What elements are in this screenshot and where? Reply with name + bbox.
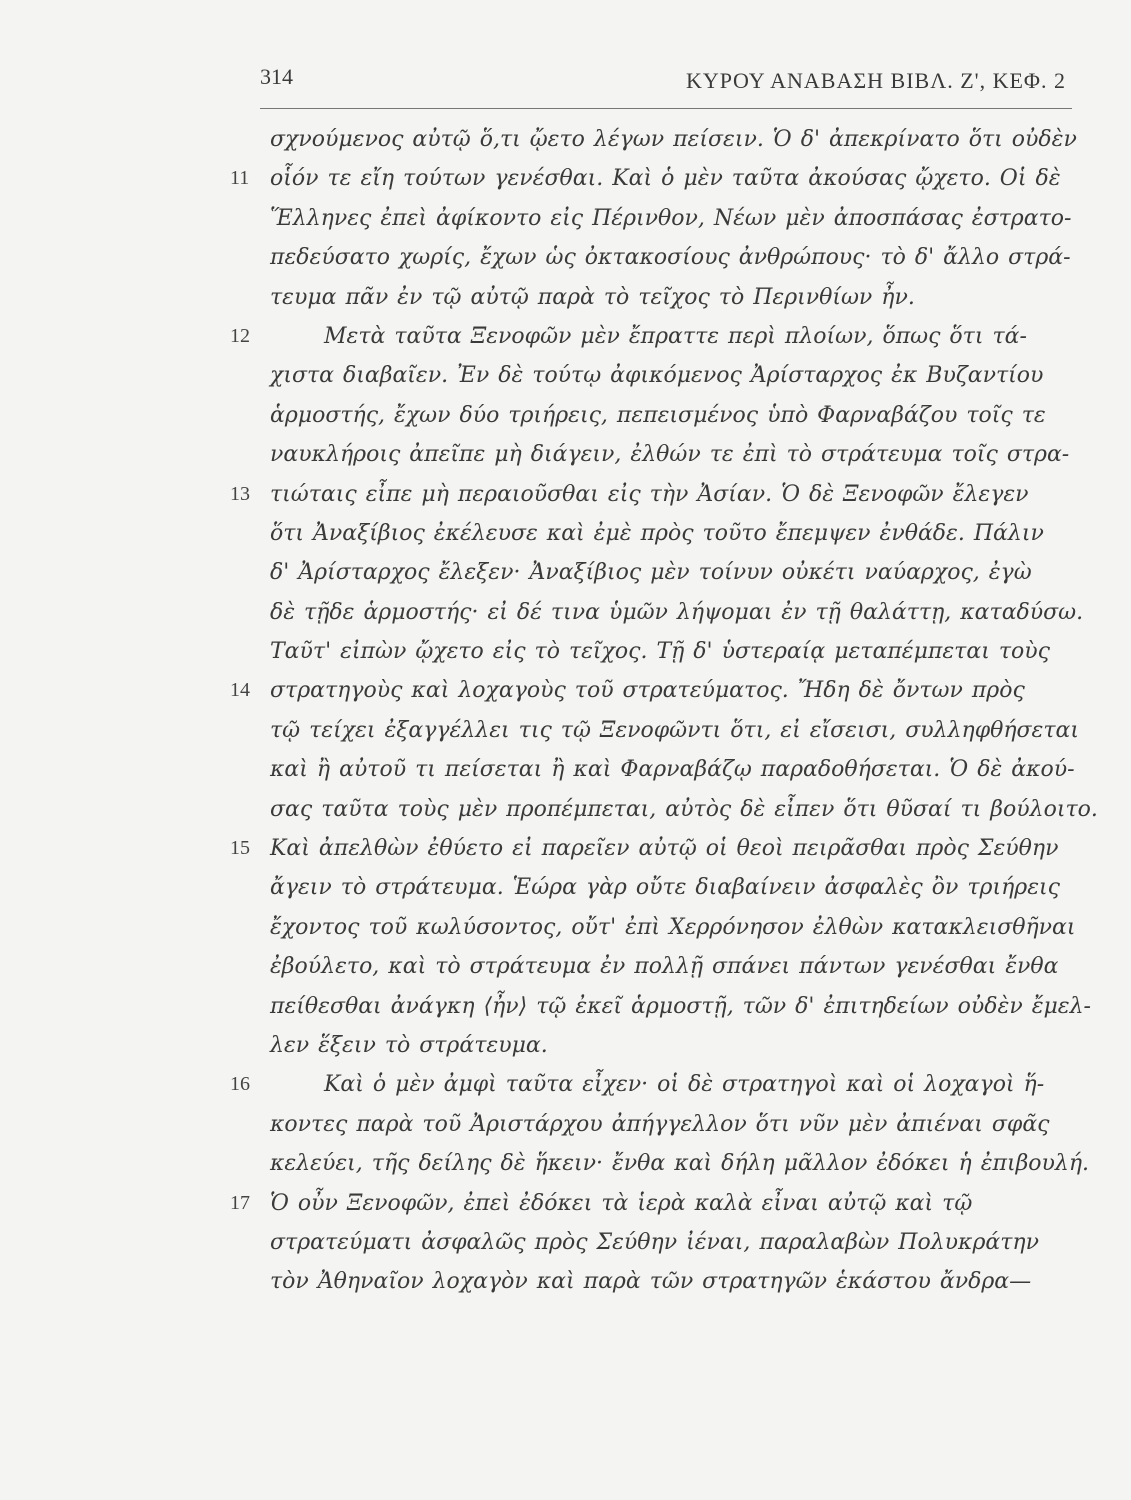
page-header — [260, 58, 1072, 109]
text-line — [230, 947, 1090, 986]
line-text: ἄγειν τὸ στράτευμα. Ἑώρα γὰρ οὔτε διαβαίνειν ἀσφαλὲς ὂν τριήρεις — [270, 875, 1060, 901]
section-number: 16 — [230, 1073, 250, 1096]
body-text — [230, 120, 1098, 1302]
text-line — [230, 671, 1090, 710]
text-line — [230, 829, 1090, 868]
line-text: κελεύει, τῆς δείλης δὲ ἥκειν· ἔνθα καὶ δήλη μᾶλλον ἐδόκει ἡ ἐπιβουλή. — [270, 1151, 1090, 1177]
line-text: πεδεύσατο χωρίς, ἔχων ὡς ὀκτακοσίους ἀνθρώπους· τὸ δ' ἄλλο στρά- — [270, 245, 1071, 271]
line-text: πείθεσθαι ἀνάγκη ⟨ἦν⟩ τῷ ἐκεῖ ἁρμοστῇ, τῶν δ' ἐπιτηδείων οὐδὲν ἔμελ- — [270, 993, 1091, 1019]
text-line — [230, 593, 1090, 632]
text-line — [230, 632, 1090, 671]
text-line — [230, 553, 1090, 592]
line-text: τῷ τείχει ἐξαγγέλλει τις τῷ Ξενοφῶντι ὅτι, εἰ εἴσεισι, συλληφθήσεται — [270, 717, 1080, 743]
text-line — [230, 1026, 1090, 1065]
line-text: Ὁ οὖν Ξενοφῶν, ἐπεὶ ἐδόκει τὰ ἱερὰ καλὰ εἶναι αὐτῷ καὶ τῷ — [270, 1190, 973, 1216]
line-text: κοντες παρὰ τοῦ Ἀριστάρχου ἀπήγγελλον ὅτι νῦν μὲν ἀπιέναι σφᾶς — [270, 1111, 1050, 1137]
line-text: Καὶ ἀπελθὼν ἐθύετο εἰ παρεῖεν αὐτῷ οἱ θεοὶ πειρᾶσθαι πρὸς Σεύθην — [270, 836, 1059, 862]
line-text: δὲ τῇδε ἁρμοστής· εἰ δέ τινα ὑμῶν λήψομαι ἐν τῇ θαλάττῃ, καταδύσω. — [270, 599, 1084, 625]
text-line — [230, 868, 1090, 907]
text-line — [230, 475, 1090, 514]
text-line — [230, 317, 1090, 356]
text-line — [230, 1223, 1090, 1262]
text-line — [230, 711, 1090, 750]
line-text: σας ταῦτα τοὺς μὲν προπέμπεται, αὐτὸς δὲ εἶπεν ὅτι θῦσαί τι βούλοιτο. — [270, 796, 1098, 822]
text-line — [230, 1105, 1090, 1144]
text-line — [230, 514, 1090, 553]
line-text: καὶ ἢ αὐτοῦ τι πείσεται ἢ καὶ Φαρναβάζῳ παραδοθήσεται. Ὁ δὲ ἀκού- — [270, 757, 1075, 783]
text-line — [230, 159, 1090, 198]
text-line — [230, 199, 1090, 238]
section-number: 15 — [230, 837, 250, 860]
line-text: στρατεύματι ἀσφαλῶς πρὸς Σεύθην ἰέναι, παραλαβὼν Πολυκράτην — [270, 1229, 1039, 1255]
text-line — [230, 120, 1090, 159]
line-text: οἷόν τε εἴη τούτων γενέσθαι. Καὶ ὁ μὲν ταῦτα ἀκούσας ᾤχετο. Οἱ δὲ — [270, 166, 1061, 192]
text-line — [230, 1262, 1090, 1301]
text-line — [230, 790, 1098, 829]
text-line — [230, 1184, 1090, 1223]
section-number: 14 — [230, 679, 250, 702]
text-line — [230, 356, 1090, 395]
text-line — [230, 987, 1090, 1026]
section-number: 17 — [230, 1191, 250, 1214]
running-head: ΚΥΡΟΥ ΑΝΑΒΑΣΗ ΒΙΒΛ. Ζ', ΚΕΦ. 2 — [685, 68, 1066, 93]
line-text: τευμα πᾶν ἐν τῷ αὐτῷ παρὰ τὸ τεῖχος τὸ Περινθίων ἦν. — [270, 284, 915, 310]
text-line — [230, 396, 1090, 435]
section-number: 13 — [230, 482, 250, 505]
line-text: τιώταις εἶπε μὴ περαιοῦσθαι εἰς τὴν Ἀσίαν. Ὁ δὲ Ξενοφῶν ἔλεγεν — [270, 481, 1029, 507]
section-number: 11 — [230, 167, 250, 190]
line-text: δ' Ἀρίσταρχος ἔλεξεν· Ἀναξίβιος μὲν τοίνυν οὐκέτι ναύαρχος, ἐγὼ — [270, 560, 1032, 586]
line-text: Μετὰ ταῦτα Ξενοφῶν μὲν ἔπραττε περὶ πλοίων, ὅπως ὅτι τά- — [324, 323, 1027, 349]
line-text: ναυκλήροις ἀπεῖπε μὴ διάγειν, ἐλθών τε ἐπὶ τὸ στράτευμα τοῖς στρα- — [270, 442, 1070, 468]
line-text: τὸν Ἀθηναῖον λοχαγὸν καὶ παρὰ τῶν στρατηγῶν ἑκάστου ἄνδρα— — [270, 1269, 1032, 1295]
text-line — [230, 435, 1090, 474]
line-text: Ταῦτ' εἰπὼν ᾤχετο εἰς τὸ τεῖχος. Τῇ δ' ὑστεραίᾳ μεταπέμπεται τοὺς — [270, 639, 1050, 665]
text-line — [230, 1144, 1090, 1183]
line-text: ἐβούλετο, καὶ τὸ στράτευμα ἐν πολλῇ σπάνει πάντων γενέσθαι ἔνθα — [270, 954, 1059, 980]
line-text: ἔχοντος τοῦ κωλύσοντος, οὔτ' ἐπὶ Χερρόνησον ἐλθὼν κατακλεισθῆναι — [270, 914, 1076, 940]
text-line — [230, 278, 1090, 317]
line-text: ὅτι Ἀναξίβιος ἐκέλευσε καὶ ἐμὲ πρὸς τοῦτο ἔπεμψεν ἐνθάδε. Πάλιν — [270, 520, 1044, 546]
line-text: ἁρμοστής, ἔχων δύο τριήρεις, πεπεισμένος ὑπὸ Φαρναβάζου τοῖς τε — [270, 402, 1046, 428]
line-text: σχνούμενος αὐτῷ ὅ,τι ᾤετο λέγων πείσειν. Ὁ δ' ἀπεκρίνατο ὅτι οὐδὲν — [270, 127, 1077, 152]
text-line — [230, 1065, 1090, 1104]
line-text: λεν ἕξειν τὸ στράτευμα. — [270, 1032, 548, 1058]
text-line — [230, 750, 1090, 789]
section-number: 12 — [230, 324, 250, 347]
line-text: Ἕλληνες ἐπεὶ ἀφίκοντο εἰς Πέρινθον, Νέων μὲν ἀποσπάσας ἐστρατο- — [270, 205, 1072, 231]
text-line — [230, 908, 1090, 947]
line-text: στρατηγοὺς καὶ λοχαγοὺς τοῦ στρατεύματος. Ἤδη δὲ ὄντων πρὸς — [270, 678, 1025, 704]
line-text: χιστα διαβαῖεν. Ἐν δὲ τούτῳ ἀφικόμενος Ἀρίσταρχος ἐκ Βυζαντίου — [270, 363, 1044, 389]
page-number: 314 — [260, 64, 293, 89]
text-line — [230, 238, 1090, 277]
line-text: Καὶ ὁ μὲν ἀμφὶ ταῦτα εἶχεν· οἱ δὲ στρατηγοὶ καὶ οἱ λοχαγοὶ ἥ- — [324, 1072, 1045, 1098]
